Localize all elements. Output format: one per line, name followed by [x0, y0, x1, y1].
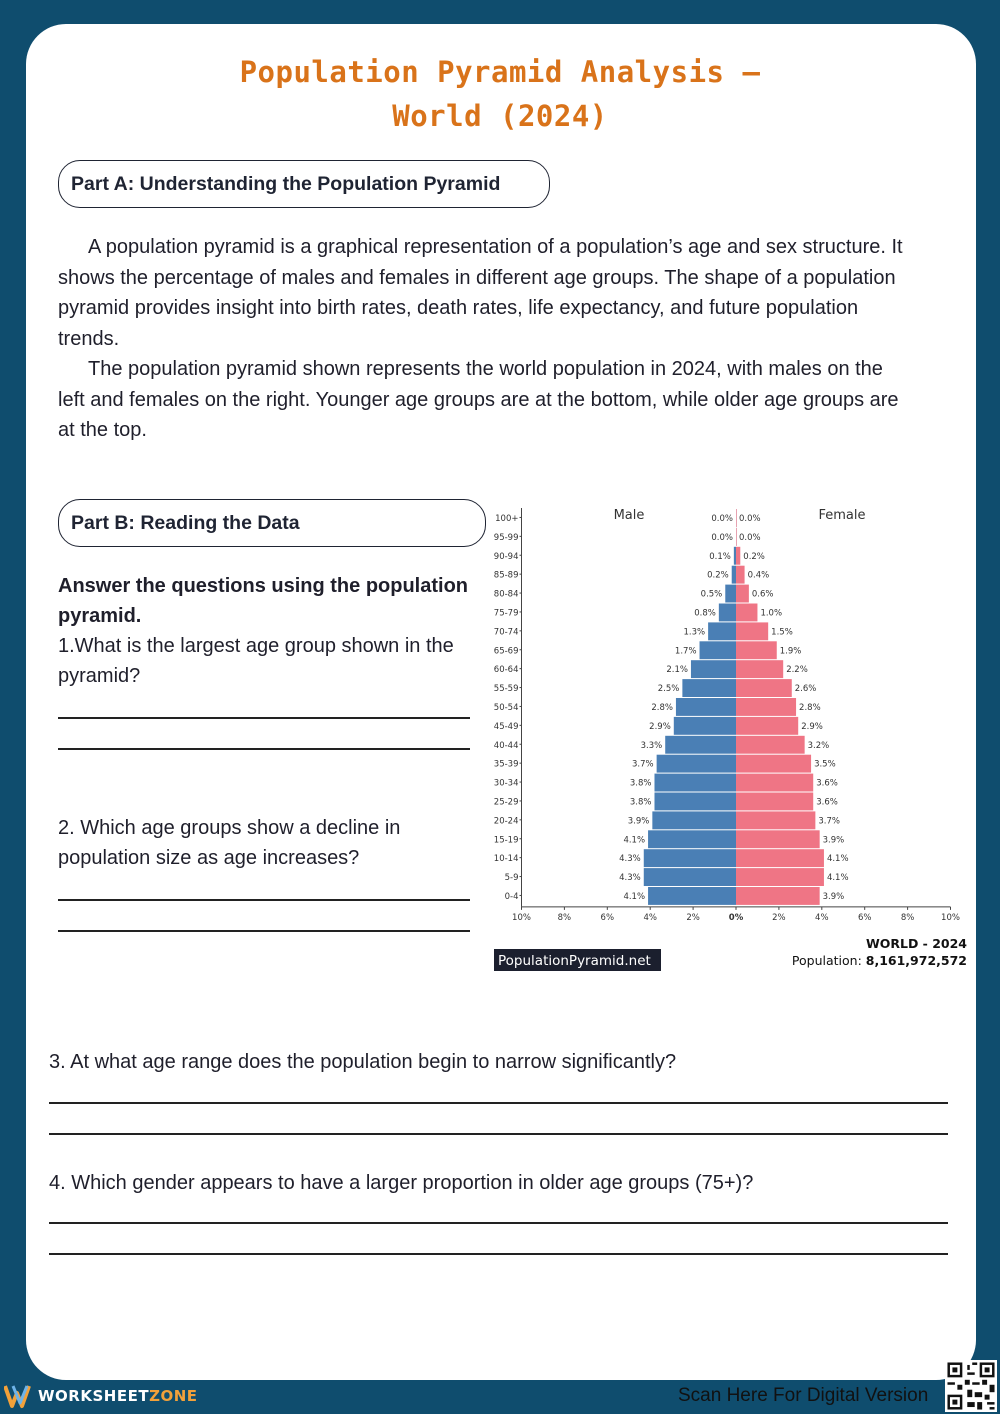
- title-line-1: Population Pyramid Analysis –: [239, 55, 761, 89]
- bar-female-20-24: [736, 811, 815, 829]
- age-tick-label: 0-4: [504, 891, 519, 902]
- bar-female-15-19: [736, 830, 820, 848]
- data-label-female-40-44: 3.2%: [807, 740, 830, 751]
- age-tick-label: 85-89: [493, 570, 519, 581]
- age-tick-label: 55-59: [493, 684, 519, 695]
- brand-name-part-1: WORKSHEET: [38, 1387, 150, 1405]
- bar-female-10-14: [736, 849, 824, 867]
- data-label-female-95-99: 0.0%: [739, 532, 761, 543]
- bar-male-65-69: [700, 641, 736, 659]
- data-label-male-0-4: 4.1%: [623, 891, 646, 902]
- bar-female-30-34: [736, 774, 813, 792]
- bar-male-30-34: [654, 774, 736, 792]
- x-tick-label: 8%: [557, 912, 572, 923]
- age-tick-label: 65-69: [493, 646, 519, 657]
- data-label-female-15-19: 3.9%: [822, 835, 845, 846]
- bar-male-50-54: [676, 698, 736, 716]
- age-tick-label: 90-94: [493, 551, 519, 562]
- bar-female-90-94: [736, 547, 740, 565]
- data-label-male-100+: 0.0%: [711, 513, 733, 524]
- intro-paragraph-1: A population pyramid is a graphical representation of a population’s age and sex structure. It shows the percentage of males and females in different age groups. The shape of a population pyramid provides insight into birth rates, death rates, life expectancy, and future population trends.: [58, 236, 903, 350]
- worksheetzone-logo-icon: [4, 1383, 38, 1409]
- data-label-male-65-69: 1.7%: [674, 646, 697, 657]
- bar-male-15-19: [648, 830, 736, 848]
- data-label-male-40-44: 3.3%: [640, 740, 663, 751]
- age-tick-label: 70-74: [493, 627, 519, 638]
- age-tick-label: 30-34: [493, 778, 519, 789]
- data-label-female-55-59: 2.6%: [794, 684, 817, 695]
- question-1: 1.What is the largest age group shown in the pyramid?: [58, 635, 454, 687]
- data-label-female-80-84: 0.6%: [751, 589, 774, 600]
- x-tick-label: 10%: [941, 912, 960, 923]
- answer-line[interactable]: [58, 717, 470, 719]
- data-label-male-45-49: 2.9%: [649, 721, 671, 732]
- bar-female-70-74: [736, 622, 768, 640]
- data-label-male-50-54: 2.8%: [651, 702, 673, 713]
- data-label-female-5-9: 4.1%: [826, 873, 849, 884]
- data-label-female-0-4: 3.9%: [822, 891, 845, 902]
- caption-population: [792, 953, 967, 968]
- data-label-female-50-54: 2.8%: [799, 702, 821, 713]
- age-tick-label: 80-84: [493, 589, 519, 600]
- x-tick-label: 4%: [815, 912, 829, 923]
- bar-male-85-89: [732, 566, 736, 584]
- bar-male-40-44: [665, 736, 736, 754]
- age-tick-label: 10-14: [493, 854, 519, 865]
- data-label-male-35-39: 3.7%: [632, 759, 654, 770]
- page-title: [0, 50, 1000, 138]
- data-label-male-25-29: 3.8%: [629, 797, 652, 808]
- answer-line[interactable]: [49, 1133, 948, 1135]
- data-label-female-70-74: 1.5%: [771, 627, 793, 638]
- title-line-2: World (2024): [392, 99, 608, 133]
- x-tick-label: 10%: [512, 912, 531, 923]
- caption-title: WORLD - 2024: [865, 936, 967, 951]
- age-tick-label: 40-44: [493, 740, 519, 751]
- x-tick-label: 0%: [728, 912, 744, 923]
- x-tick-label: 2%: [772, 912, 786, 923]
- age-tick-label: 5-9: [504, 873, 519, 884]
- data-label-female-60-64: 2.2%: [786, 665, 808, 676]
- data-label-female-30-34: 3.6%: [816, 778, 838, 789]
- bar-male-25-29: [654, 793, 736, 811]
- data-label-male-75-79: 0.8%: [694, 608, 716, 619]
- bar-male-35-39: [657, 755, 736, 773]
- bar-female-50-54: [736, 698, 796, 716]
- bar-male-20-24: [652, 811, 736, 829]
- bar-female-55-59: [736, 679, 792, 697]
- data-label-female-75-79: 1.0%: [760, 608, 783, 619]
- data-label-female-25-29: 3.6%: [816, 797, 838, 808]
- bar-male-80-84: [725, 585, 736, 603]
- age-tick-label: 100+: [495, 513, 519, 524]
- x-tick-label: 6%: [857, 912, 872, 923]
- data-label-male-55-59: 2.5%: [657, 684, 680, 695]
- answer-line[interactable]: [49, 1102, 948, 1104]
- age-tick-label: 75-79: [493, 608, 519, 619]
- age-tick-label: 15-19: [493, 835, 519, 846]
- answer-line[interactable]: [49, 1253, 948, 1255]
- x-tick-label: 4%: [643, 912, 657, 923]
- age-tick-label: 35-39: [493, 759, 519, 770]
- bar-female-80-84: [736, 585, 749, 603]
- data-label-female-85-89: 0.4%: [747, 570, 770, 581]
- data-label-male-85-89: 0.2%: [707, 570, 729, 581]
- x-tick-label: 6%: [600, 912, 615, 923]
- bar-female-100+: [736, 509, 737, 527]
- bar-male-75-79: [719, 604, 736, 622]
- data-label-male-90-94: 0.1%: [709, 551, 731, 562]
- x-tick-label: 2%: [686, 912, 700, 923]
- data-label-male-10-14: 4.3%: [619, 854, 641, 865]
- answer-line[interactable]: [58, 930, 470, 932]
- scan-instruction: Scan Here For Digital Version: [678, 1385, 929, 1406]
- data-label-male-5-9: 4.3%: [619, 873, 641, 884]
- age-tick-label: 45-49: [493, 721, 519, 732]
- caption-population-label: Population:: [791, 953, 866, 968]
- data-label-male-95-99: 0.0%: [711, 532, 733, 543]
- question-4: 4. Which gender appears to have a larger proportion in older age groups (75+)?: [49, 1172, 754, 1194]
- caption-population-value: 8,161,972,572: [865, 953, 967, 968]
- bar-male-5-9: [644, 868, 736, 886]
- bar-female-35-39: [736, 755, 811, 773]
- question-2: 2. Which age groups show a decline in population size as age increases?: [58, 817, 401, 869]
- bar-female-95-99: [736, 528, 737, 546]
- data-label-female-35-39: 3.5%: [814, 759, 836, 770]
- x-tick-label: 8%: [900, 912, 915, 923]
- female-series-label: Female: [818, 508, 866, 523]
- source-badge: PopulationPyramid.net: [498, 953, 651, 969]
- bar-male-10-14: [644, 849, 736, 867]
- age-tick-label: 25-29: [493, 797, 519, 808]
- data-label-male-20-24: 3.9%: [627, 816, 650, 827]
- intro-text: [58, 232, 908, 446]
- bar-female-60-64: [736, 660, 783, 678]
- bar-female-85-89: [736, 566, 745, 584]
- bar-female-45-49: [736, 717, 798, 735]
- bar-female-75-79: [736, 604, 757, 622]
- data-label-female-45-49: 2.9%: [801, 721, 823, 732]
- data-label-female-20-24: 3.7%: [818, 816, 840, 827]
- bar-male-55-59: [682, 679, 736, 697]
- bar-male-60-64: [691, 660, 736, 678]
- answer-line[interactable]: [49, 1222, 948, 1224]
- data-label-male-60-64: 2.1%: [666, 665, 688, 676]
- data-label-male-70-74: 1.3%: [683, 627, 706, 638]
- data-label-male-15-19: 4.1%: [623, 835, 646, 846]
- data-label-male-80-84: 0.5%: [700, 589, 723, 600]
- age-tick-label: 60-64: [493, 665, 519, 676]
- bar-female-25-29: [736, 793, 813, 811]
- age-tick-label: 95-99: [493, 532, 519, 543]
- male-series-label: Male: [613, 508, 645, 523]
- bar-male-0-4: [648, 887, 736, 905]
- part-b-heading: Part B: Reading the Data: [58, 499, 486, 547]
- data-label-male-30-34: 3.8%: [629, 778, 652, 789]
- brand-logo: [4, 1383, 198, 1409]
- intro-paragraph-2: The population pyramid shown represents the world population in 2024, with males on the left and females on the right. Younger age groups are at the bottom, while older age groups are at the top.: [58, 358, 899, 441]
- age-tick-label: 50-54: [493, 702, 519, 713]
- bar-female-65-69: [736, 641, 777, 659]
- qr-code-icon[interactable]: [945, 1360, 997, 1412]
- question-3: 3. At what age range does the population begin to narrow significantly?: [49, 1051, 677, 1073]
- bar-male-90-94: [734, 547, 736, 565]
- bar-male-45-49: [674, 717, 736, 735]
- bar-female-0-4: [736, 887, 820, 905]
- bar-male-70-74: [708, 622, 736, 640]
- answer-line[interactable]: [58, 748, 470, 750]
- instruction-text: Answer the questions using the population pyramid.: [58, 575, 469, 627]
- data-label-female-10-14: 4.1%: [826, 854, 849, 865]
- answer-line[interactable]: [58, 899, 470, 901]
- data-label-female-90-94: 0.2%: [743, 551, 765, 562]
- brand-name-part-2: ZONE: [149, 1387, 198, 1405]
- data-label-female-65-69: 1.9%: [779, 646, 802, 657]
- part-a-heading: Part A: Understanding the Population Pyramid: [58, 160, 550, 208]
- data-label-female-100+: 0.0%: [739, 513, 761, 524]
- bar-female-40-44: [736, 736, 805, 754]
- age-tick-label: 20-24: [493, 816, 519, 827]
- population-pyramid-chart: [485, 500, 970, 975]
- bar-female-5-9: [736, 868, 824, 886]
